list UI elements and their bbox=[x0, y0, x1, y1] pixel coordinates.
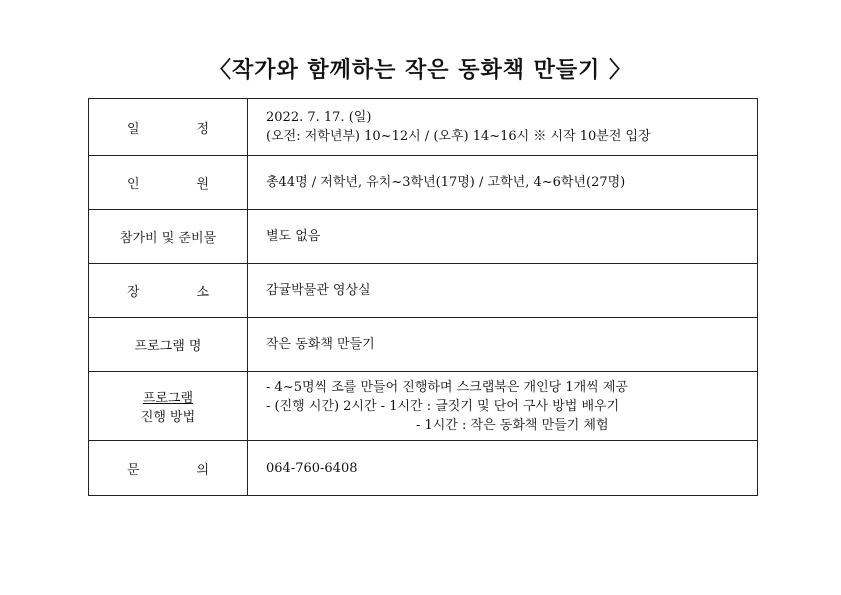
schedule-time: (오전: 저학년부) 10~12시 / (오후) 14~16시 ※ 시작 10분전 입장 bbox=[266, 129, 651, 144]
row-label-fee: 참가비 및 준비물 bbox=[89, 210, 248, 264]
row-value-fee: 별도 없음 bbox=[248, 210, 758, 264]
row-value-schedule bbox=[248, 99, 758, 156]
method-line: - (진행 시간) 2시간 - 1시간 : 글짓기 및 단어 구사 방법 배우기 bbox=[266, 398, 620, 414]
label-char: 의 bbox=[196, 462, 209, 478]
table-row-fee bbox=[89, 210, 758, 264]
label-char: 소 bbox=[196, 285, 209, 300]
row-label-program-name: 프로그램 명 bbox=[89, 318, 248, 372]
label-char: 장 bbox=[127, 285, 140, 300]
table-row-location bbox=[89, 264, 758, 318]
label-char: 원 bbox=[196, 177, 209, 192]
label-char: 인 bbox=[127, 177, 140, 192]
table-row-program-name bbox=[89, 318, 758, 372]
table-row-schedule bbox=[89, 99, 758, 156]
table-row-contact bbox=[89, 441, 758, 496]
row-value-capacity: 총44명 / 저학년, 유치~3학년(17명) / 고학년, 4~6학년(27명) bbox=[248, 156, 758, 210]
method-line: - 1시간 : 작은 동화책 만들기 체험 bbox=[416, 417, 609, 433]
document-title: 〈작가와 함께하는 작은 동화책 만들기 〉 bbox=[208, 58, 633, 83]
label-char: 일 bbox=[127, 121, 140, 137]
schedule-date: 2022. 7. 17. (일) bbox=[266, 110, 372, 125]
label-char: 문 bbox=[127, 462, 140, 478]
label-line: 프로그램 bbox=[142, 391, 194, 406]
info-table bbox=[88, 98, 758, 496]
table-row-capacity bbox=[89, 156, 758, 210]
row-label-program-method bbox=[89, 372, 248, 441]
method-line: - 4~5명씩 조를 만들어 진행하며 스크랩북은 개인당 1개씩 제공 bbox=[266, 379, 628, 395]
label-line: 진행 방법 bbox=[140, 410, 196, 425]
row-value-program-name: 작은 동화책 만들기 bbox=[248, 318, 758, 372]
row-value-program-method bbox=[248, 372, 758, 441]
row-label-capacity bbox=[89, 156, 248, 210]
row-label-schedule bbox=[89, 99, 248, 156]
row-label-contact bbox=[89, 441, 248, 496]
label-char: 정 bbox=[196, 121, 209, 137]
row-value-location: 감귤박물관 영상실 bbox=[248, 264, 758, 318]
row-value-contact: 064-760-6408 bbox=[248, 441, 758, 496]
row-label-location bbox=[89, 264, 248, 318]
table-row-program-method bbox=[89, 372, 758, 441]
